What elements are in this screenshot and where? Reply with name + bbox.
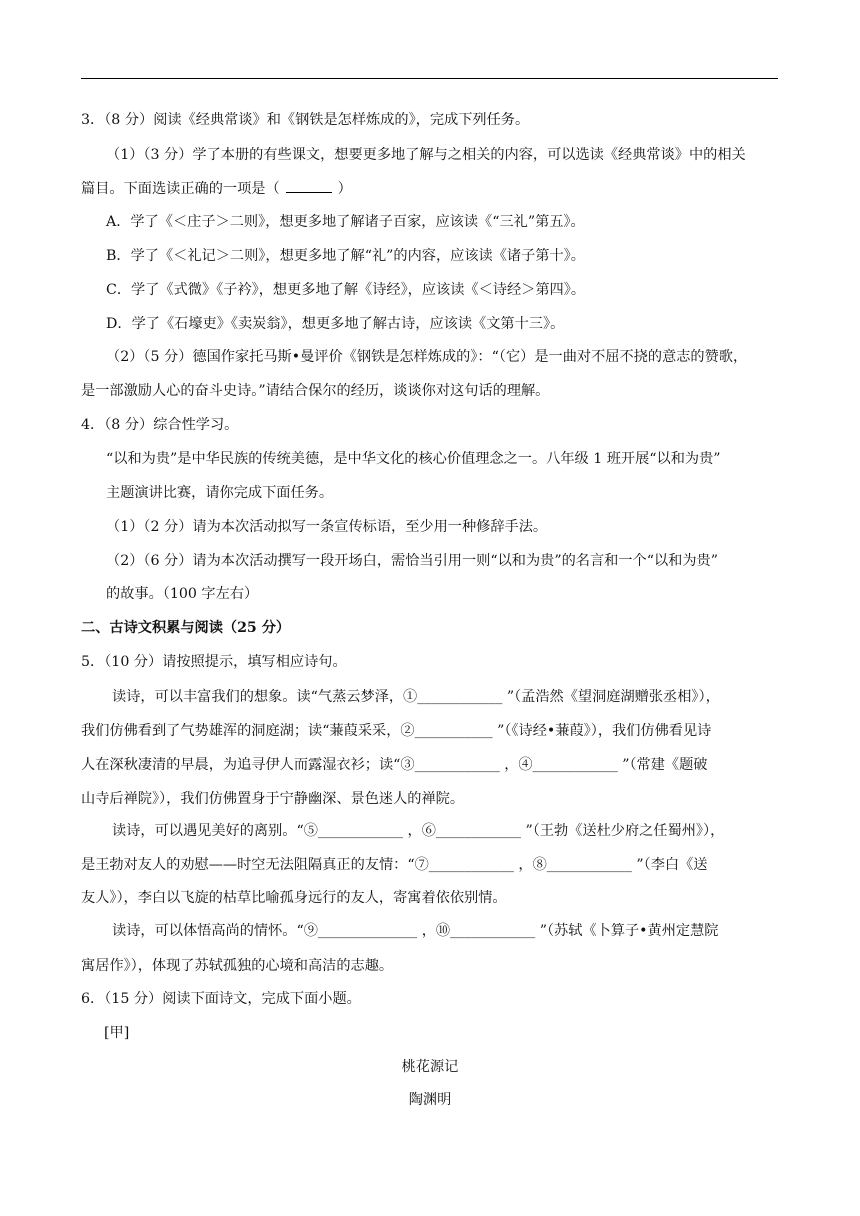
q3-option-d: D．学了《石壕吏》《卖炭翁》，想更多地了解古诗，应该读《文第十三》。	[106, 316, 565, 332]
q3-part1-question: 篇目。下面选读正确的一项是（	[81, 181, 280, 197]
q4-intro-line1: “以和为贵”是中华民族的传统美德，是中华文化的核心价值理念之一。八年级 1 班开展“以和为贵”	[106, 451, 721, 467]
q4-stem: 4．（8 分）综合性学习。	[81, 417, 239, 433]
q3-part1-paren: ）	[337, 181, 352, 197]
q3-part1-line2	[81, 180, 352, 198]
answer-blank[interactable]	[286, 180, 332, 193]
passage-author: 陶渊明	[408, 1092, 452, 1108]
q5-line4: 山寺后禅院》），我们仿佛置身于宁静幽深、景色迷人的禅院。	[81, 791, 465, 807]
q6-stem: 6．（15 分）阅读下面诗文，完成下面小题。	[81, 991, 361, 1007]
header-rule	[81, 78, 778, 79]
q4-part1: （1）（2 分）请为本次活动拟写一条宣传标语，至少用一种修辞手法。	[106, 519, 548, 535]
q5-line7: 友人》），李白以飞旋的枯草比喻孤身远行的友人，寄寓着依依别情。	[81, 890, 507, 906]
q3-option-a: A．学了《＜庄子＞二则》，想更多地了解诸子百家，应该读《“三礼”第五》。	[106, 214, 585, 230]
q5-line6: 是王勃对友人的劝慰——时空无法阻隔真正的友情：“⑦____________ ，⑧____________ ”（李白《送	[81, 857, 708, 873]
q5-line8: 读诗，可以体悟高尚的情怀。“⑨______________ ，⑩____________ ”（苏轼《卜算子•黄州定慧院	[112, 923, 719, 939]
q4-part2-line2: 的故事。（100 字左右）	[106, 586, 259, 602]
section-heading: 二、古诗文积累与阅读（25 分）	[81, 620, 291, 636]
q3-part2-line2: 是一部激励人心的奋斗史诗。”请结合保尔的经历，谈谈你对这句话的理解。	[81, 383, 550, 399]
q4-intro-line2: 主题演讲比赛，请你完成下面任务。	[106, 485, 334, 501]
q6-label-jia: [甲]	[104, 1025, 130, 1041]
q3-stem: 3．（8 分）阅读《经典常谈》和《钢铁是怎样炼成的》，完成下列任务。	[81, 112, 530, 128]
q4-part2-line1: （2）（6 分）请为本次活动撰写一段开场白，需恰当引用一则“以和为贵”的名言和一个“以和为贵”	[106, 553, 718, 569]
q3-part2-line1: （2）（5 分）德国作家托马斯•曼评价《钢铁是怎样炼成的》：“（它）是一曲对不屈不挠的意志的赞歌，	[106, 349, 748, 365]
q3-option-b: B．学了《＜礼记＞二则》，想更多地了解“礼”的内容，应该读《诸子第十》。	[106, 248, 585, 264]
q5-line3: 人在深秋凄清的早晨，为追寻伊人而露湿衣衫；读“③____________ ，④____________ ”（常建《题破	[81, 757, 708, 773]
q5-line9: 寓居作》），体现了苏轼孤独的心境和高洁的志趣。	[81, 958, 394, 974]
q5-line5: 读诗，可以遇见美好的离别。“⑤____________ ，⑥____________ ”（王勃《送杜少府之任蜀州》），	[112, 823, 725, 839]
q5-stem: 5．（10 分）请按照提示，填写相应诗句。	[81, 654, 347, 670]
q3-option-c: C．学了《式微》《子衿》，想更多地了解《诗经》，应该读《＜诗经＞第四》。	[106, 282, 586, 298]
passage-title: 桃花源记	[401, 1059, 459, 1075]
q5-line2: 我们仿佛看到了气势雄浑的洞庭湖；读“蒹葭采采，②___________ ”（《诗经•蒹葭》），我们仿佛看见诗	[81, 723, 712, 739]
q5-line1: 读诗，可以丰富我们的想象。读“气蒸云梦泽，①____________ ”（孟浩然《望洞庭湖赠张丞相》），	[112, 689, 720, 705]
q3-part1-line1: （1）（3 分）学了本册的有些课文，想要更多地了解与之相关的内容，可以选读《经典常谈》中的相关	[106, 147, 746, 163]
